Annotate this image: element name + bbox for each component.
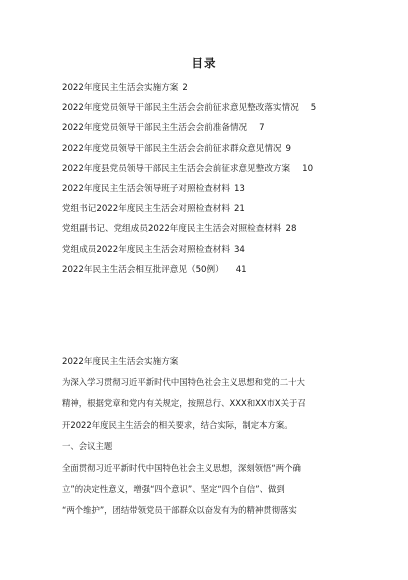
table-of-contents <box>62 78 362 280</box>
toc-page-number: 34 <box>233 244 245 255</box>
toc-entry-text: 2022年民主生活会相互批评意见（50例） <box>62 264 224 275</box>
toc-entry[interactable] <box>62 219 362 239</box>
paragraph-line: 精神，根据党章和党内有关规定，按照总行、XXX和XX市X关于召 <box>62 398 306 409</box>
toc-page-number: 10 <box>302 163 314 174</box>
toc-entry-text: 2022年度县党员领导干部民主生活会会前征求意见整改方案 <box>62 163 291 174</box>
toc-page-number: 9 <box>285 143 291 154</box>
toc-entry[interactable] <box>62 260 362 280</box>
toc-entry[interactable] <box>62 118 362 138</box>
toc-entry[interactable] <box>62 179 362 199</box>
toc-entry[interactable] <box>62 78 362 98</box>
intro-paragraph <box>62 372 360 436</box>
paragraph-line: 全面贯彻习近平新时代中国特色社会主义思想，深刻领悟“两个确 <box>62 462 301 473</box>
toc-page-number: 2 <box>182 83 188 93</box>
toc-entry-text: 党组副书记、党组成员2022年度民主生活会对照检查材料 <box>62 224 282 235</box>
toc-title: 目录 <box>191 56 217 70</box>
toc-page-number: 21 <box>233 204 245 215</box>
toc-entry[interactable] <box>62 159 362 179</box>
toc-entry-text: 2022年度民主生活会领导班子对照检查材料 <box>62 183 230 194</box>
document-body <box>62 352 360 522</box>
toc-entry-text: 2022年度党员领导干部民主生活会会前征求群众意见情况 <box>62 143 282 154</box>
toc-entry-text: 党组成员2022年度民主生活会对照检查材料 <box>62 244 230 255</box>
toc-entry[interactable] <box>62 98 362 118</box>
paragraph-line: 开2022年度民主生活会的相关要求，结合实际，制定本方案。 <box>62 419 293 430</box>
toc-entry[interactable] <box>62 139 362 159</box>
section-title: 2022年度民主生活会实施方案 <box>62 357 179 367</box>
toc-entry[interactable] <box>62 199 362 219</box>
toc-page-number: 5 <box>310 103 317 114</box>
topic-paragraph <box>62 458 360 522</box>
section-heading: 一、会议主题 <box>62 441 113 452</box>
toc-page-number: 41 <box>235 264 247 275</box>
toc-entry-text: 2022年度党员领导干部民主生活会会前征求意见整改落实情况 <box>62 103 299 114</box>
paragraph-line: 为深入学习贯彻习近平新时代中国特色社会主义思想和党的二十大 <box>62 377 305 387</box>
paragraph-line: 立”的决定性意义，增强“四个意识”、坚定“四个自信”、做到 <box>62 483 285 494</box>
toc-entry-text: 2022年度党员领导干部民主生活会会前准备情况 <box>62 123 248 134</box>
toc-page-number: 7 <box>259 123 265 134</box>
toc-page-number: 28 <box>285 224 297 235</box>
toc-entry-text: 党组书记2022年度民主生活会对照检查材料 <box>62 204 230 215</box>
paragraph-line: “两个维护”，团结带领党员干部群众以奋发有为的精神贯彻落实 <box>62 505 297 516</box>
toc-page-number: 13 <box>233 183 245 194</box>
toc-entry[interactable] <box>62 240 362 260</box>
toc-entry-text: 2022年度民主生活会实施方案 <box>62 83 179 93</box>
